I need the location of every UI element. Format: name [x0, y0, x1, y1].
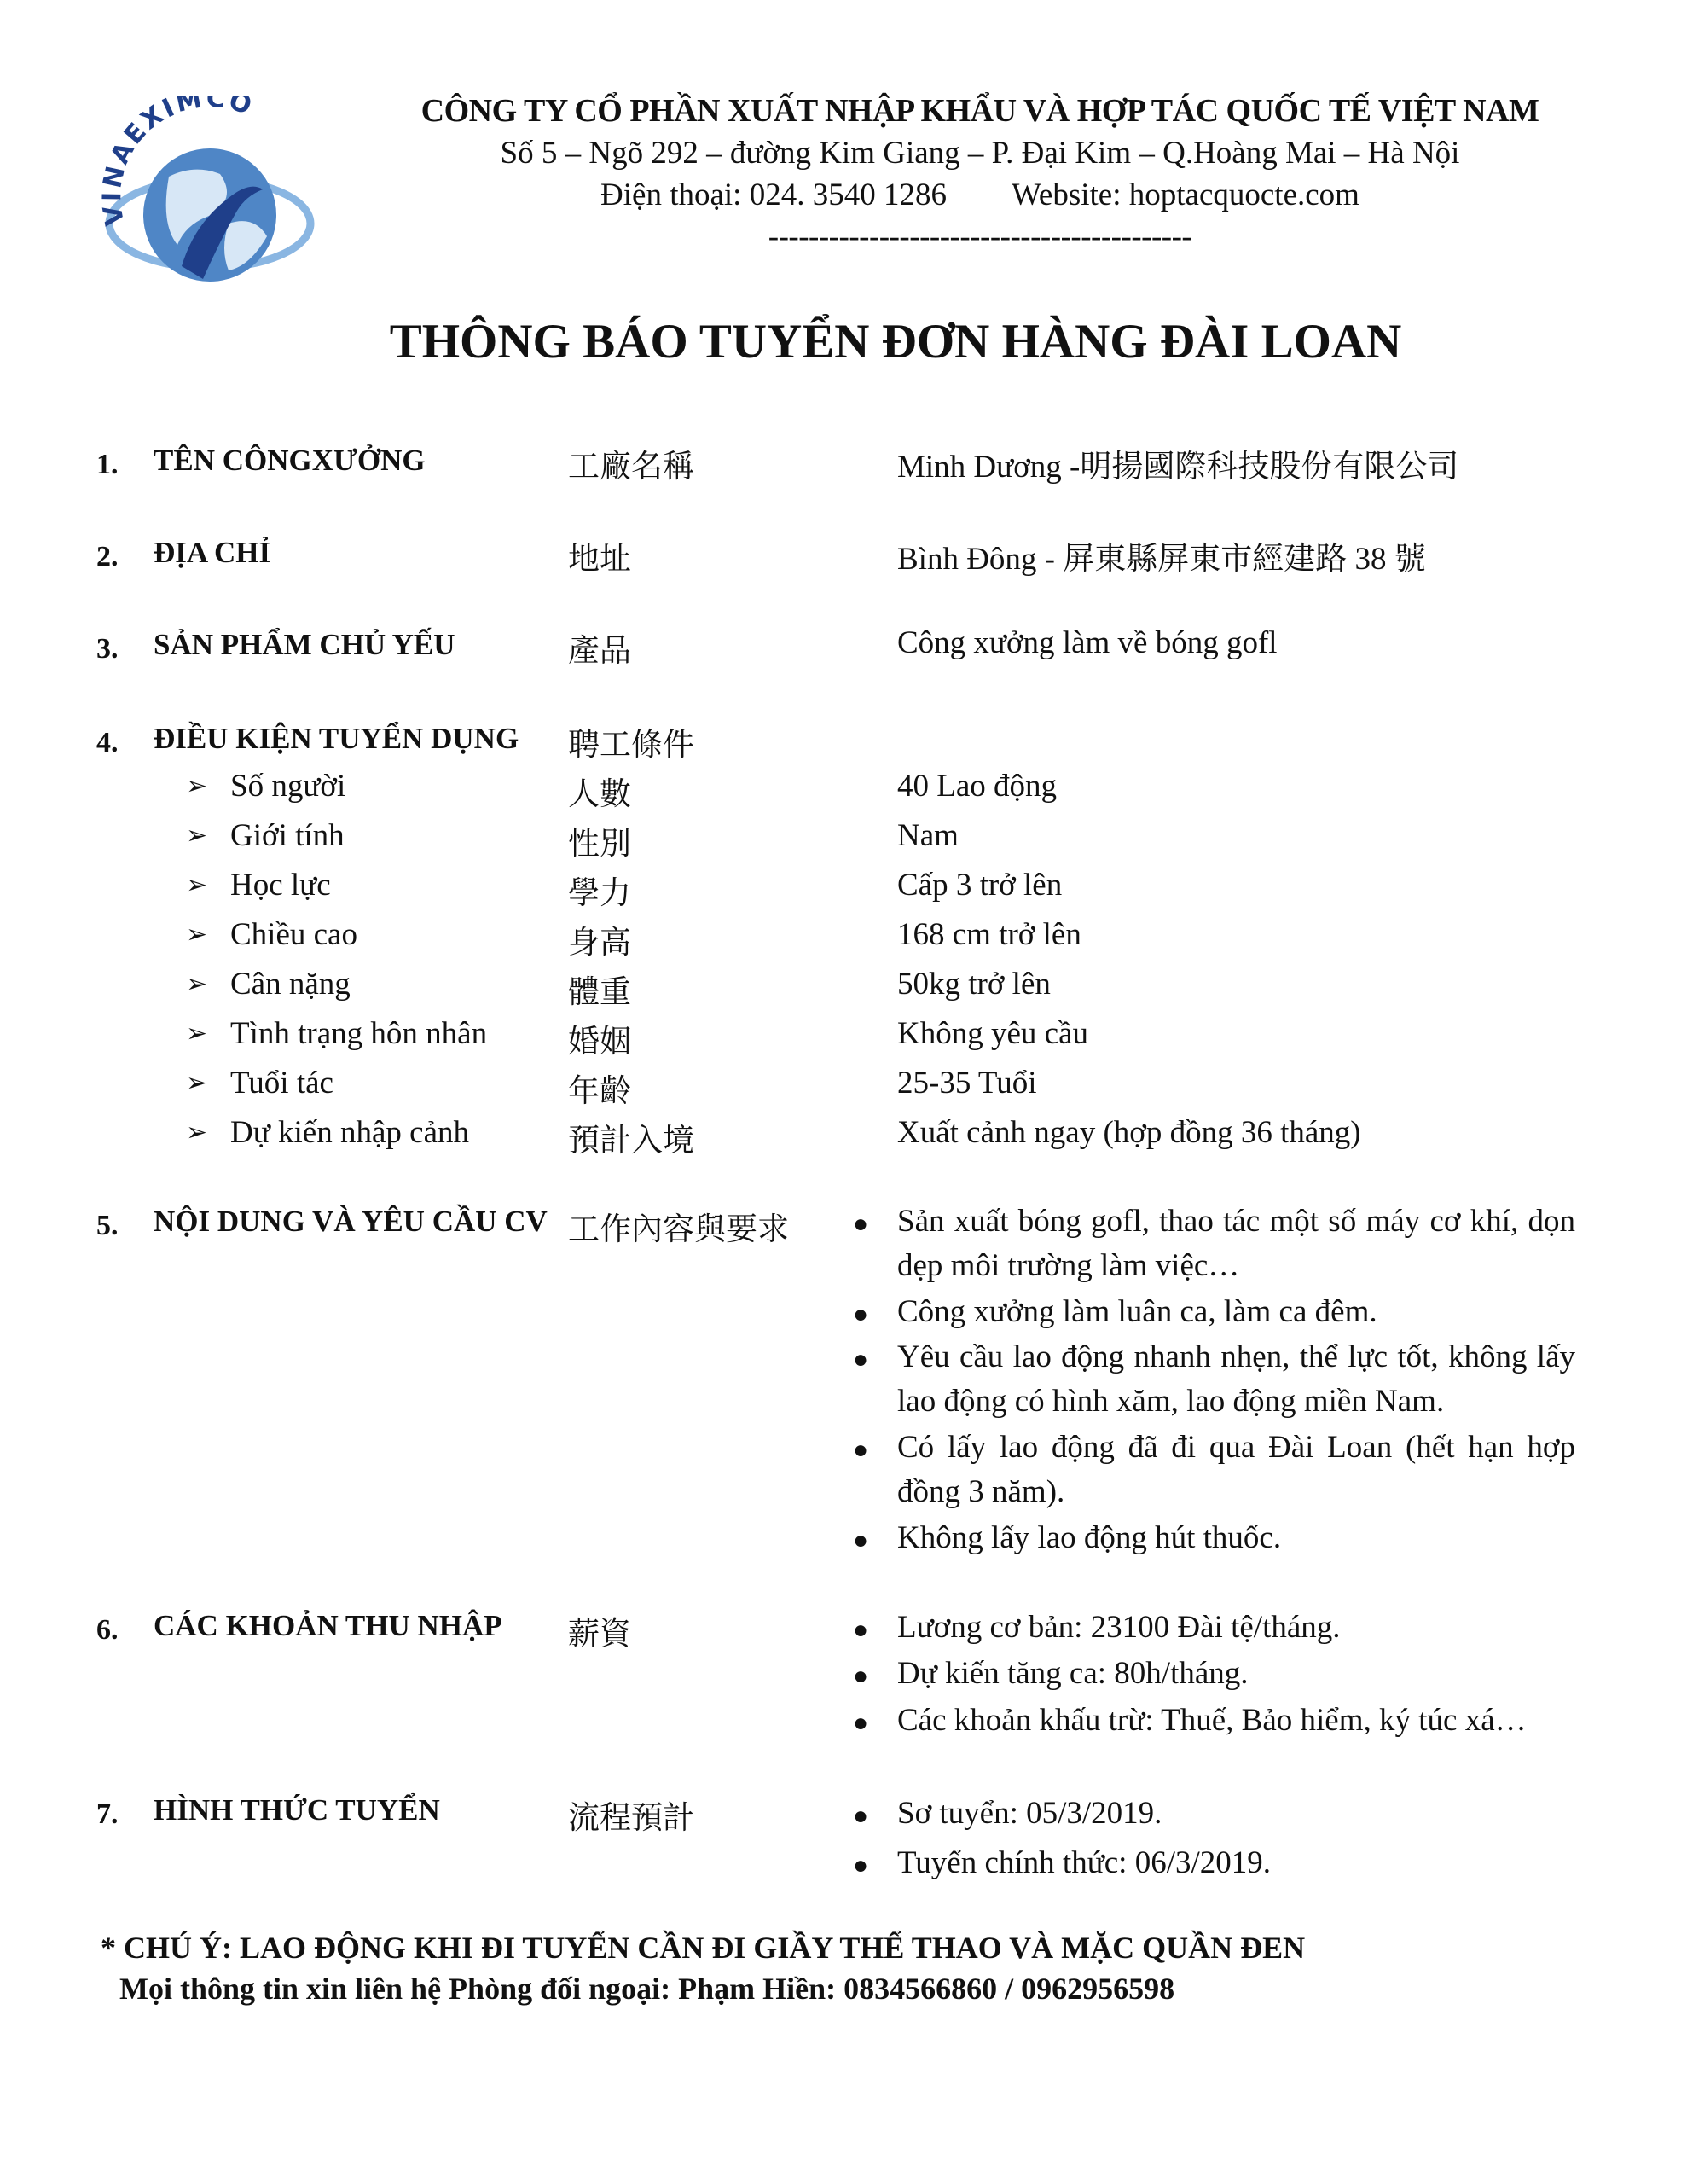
bullet-text: Có lấy lao động đã đi qua Đài Loan (hết hạn hợp đồng 3 năm).	[897, 1430, 1575, 1509]
condition-label: Cân nặng	[230, 967, 351, 1002]
section-zh-label: 薪資	[568, 1617, 631, 1652]
bullet-text: Các khoản khấu trừ: Thuế, Bảo hiểm, ký túc xá…	[897, 1703, 1527, 1738]
bullet-icon: ●	[853, 1345, 869, 1374]
bullet-text: Yêu cầu lao động nhanh nhẹn, thể lực tốt, không lấy lao động có hình xăm, lao động miền Nam.	[897, 1339, 1575, 1419]
company-logo	[101, 96, 318, 309]
company-website: Website: hoptacquocte.com	[1011, 177, 1359, 212]
condition-zh-label: 預計入境	[568, 1124, 694, 1159]
section-label: TÊN CÔNGXƯỞNG	[154, 444, 426, 477]
bullet-icon: ●	[853, 1210, 869, 1238]
arrow-bullet-icon: ➢	[186, 1069, 208, 1097]
bullet-text: Lương cơ bản: 23100 Đài tệ/tháng.	[897, 1610, 1341, 1645]
condition-label: Chiều cao	[230, 917, 357, 952]
condition-value: Xuất cảnh ngay (hợp đồng 36 tháng)	[897, 1115, 1361, 1150]
condition-label: Học lực	[230, 868, 331, 903]
section-label: CÁC KHOẢN THU NHẬP	[154, 1609, 502, 1642]
section-number: 6.	[96, 1614, 119, 1646]
company-contact	[375, 177, 1585, 213]
footer-note: * CHÚ Ý: LAO ĐỘNG KHI ĐI TUYỂN CẦN ĐI GIẦY THỂ THAO VÀ MẶC QUẦN ĐEN	[101, 1931, 1306, 1965]
section-number: 1.	[96, 449, 119, 480]
arrow-bullet-icon: ➢	[186, 822, 208, 850]
condition-zh-label: 性別	[568, 827, 631, 862]
condition-zh-label: 婚姻	[568, 1025, 631, 1060]
section-number: 2.	[96, 541, 119, 572]
company-address: Số 5 – Ngõ 292 – đường Kim Giang – P. Đại Kim – Q.Hoàng Mai – Hà Nội	[500, 136, 1460, 171]
bullet-icon: ●	[853, 1616, 869, 1644]
arrow-bullet-icon: ➢	[186, 772, 208, 800]
arrow-bullet-icon: ➢	[186, 970, 208, 998]
section-zh-label: 聘工條件	[568, 728, 694, 763]
bullet-text: Không lấy lao động hút thuốc.	[897, 1520, 1282, 1555]
condition-value: 40 Lao động	[897, 769, 1058, 804]
condition-label: Dự kiến nhập cảnh	[230, 1115, 469, 1150]
arrow-bullet-icon: ➢	[186, 1019, 208, 1048]
section-zh-label: 工作內容與要求	[568, 1212, 789, 1247]
bullet-text: Tuyển chính thức: 06/3/2019.	[897, 1845, 1272, 1880]
bullet-icon: ●	[853, 1436, 869, 1464]
section-label: ĐIỀU KIỆN TUYỂN DỤNG	[154, 722, 519, 755]
company-phone: Điện thoại: 024. 3540 1286	[600, 177, 947, 212]
section-label: NỘI DUNG VÀ YÊU CẦU CV	[154, 1205, 548, 1238]
bullet-icon: ●	[853, 1526, 869, 1554]
bullet-text: Sản xuất bóng gofl, thao tác một số máy cơ khí, dọn dẹp môi trường làm việc…	[897, 1204, 1575, 1283]
condition-label: Giới tính	[230, 818, 345, 853]
section-zh-label: 產品	[568, 634, 631, 669]
arrow-bullet-icon: ➢	[186, 871, 208, 899]
section-number: 4.	[96, 727, 119, 758]
condition-label: Tuổi tác	[230, 1066, 333, 1101]
arrow-bullet-icon: ➢	[186, 1118, 208, 1147]
condition-value: Không yêu cầu	[897, 1016, 1088, 1051]
condition-value: 50kg trở lên	[897, 967, 1051, 1002]
bullet-icon: ●	[853, 1709, 869, 1737]
bullet-icon: ●	[853, 1802, 869, 1830]
condition-label: Tình trạng hôn nhân	[230, 1016, 488, 1051]
section-number: 3.	[96, 633, 119, 665]
condition-zh-label: 年齡	[568, 1074, 631, 1109]
section-value: Công xưởng làm về bóng gofl	[897, 625, 1278, 660]
section-value: Minh Dương -明揚國際科技股份有限公司	[897, 450, 1459, 485]
bullet-icon: ●	[853, 1851, 869, 1879]
bullet-text: Dự kiến tăng ca: 80h/tháng.	[897, 1656, 1249, 1691]
condition-label: Số người	[230, 769, 346, 804]
logo-text: V NAEXIMCO	[101, 96, 258, 228]
section-zh-label: 工廠名稱	[568, 450, 694, 485]
bullet-text: Công xưởng làm luân ca, làm ca đêm.	[897, 1294, 1377, 1329]
condition-zh-label: 學力	[568, 876, 631, 911]
condition-value: Nam	[897, 818, 959, 853]
section-label: HÌNH THỨC TUYỂN	[154, 1793, 440, 1827]
condition-value: 25-35 Tuổi	[897, 1066, 1037, 1101]
bullet-icon: ●	[853, 1300, 869, 1328]
condition-zh-label: 體重	[568, 975, 631, 1010]
header-divider: ------------------------------------------	[768, 219, 1192, 254]
section-value: Bình Đông - 屏東縣屏東市經建路 38 號	[897, 542, 1426, 577]
section-zh-label: 地址	[568, 542, 631, 577]
section-label: ĐỊA CHỈ	[154, 536, 271, 569]
page-title: THÔNG BÁO TUYỂN ĐƠN HÀNG ĐÀI LOAN	[389, 315, 1402, 369]
bullet-icon: ●	[853, 1662, 869, 1690]
arrow-bullet-icon: ➢	[186, 921, 208, 949]
bullet-text: Sơ tuyển: 05/3/2019.	[897, 1796, 1162, 1831]
condition-value: 168 cm trở lên	[897, 917, 1081, 952]
footer-contact: Mọi thông tin xin liên hệ Phòng đối ngoại: Phạm Hiền: 0834566860 / 0962956598	[119, 1972, 1175, 2006]
condition-zh-label: 人數	[568, 777, 631, 812]
section-zh-label: 流程預計	[568, 1801, 694, 1836]
condition-zh-label: 身高	[568, 926, 631, 961]
company-name: CÔNG TY CỔ PHẦN XUẤT NHẬP KHẨU VÀ HỢP TÁC QUỐC TẾ VIỆT NAM	[420, 93, 1539, 129]
condition-value: Cấp 3 trở lên	[897, 868, 1063, 903]
section-number: 7.	[96, 1798, 119, 1830]
section-number: 5.	[96, 1210, 119, 1241]
section-label: SẢN PHẨM CHỦ YẾU	[154, 628, 455, 661]
